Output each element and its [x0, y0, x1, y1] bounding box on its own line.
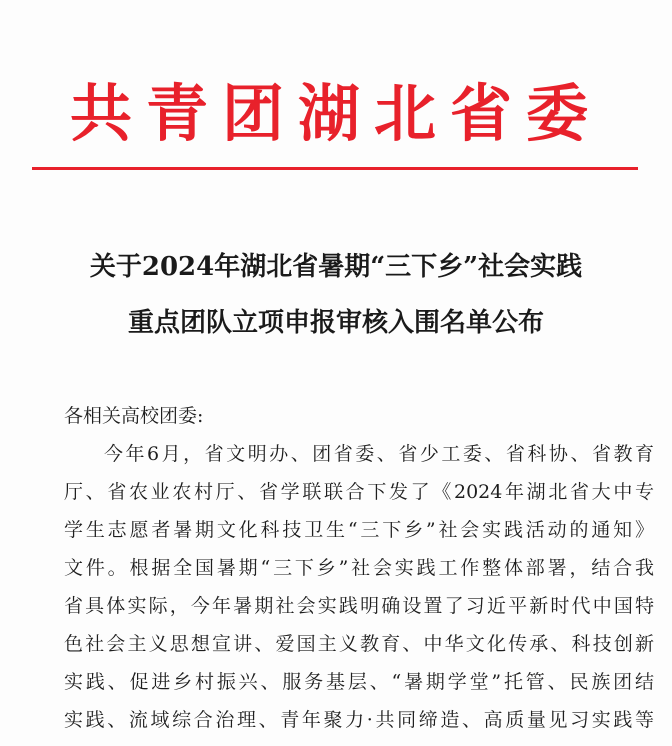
paragraph-line: 厅、省农业农村厅、省学联联合下发了《2024年湖北省大中专 — [64, 481, 654, 503]
paragraph-line: 文件。根据全国暑期“三下乡”社会实践工作整体部署，结合我 — [64, 557, 654, 579]
masthead-divider — [32, 167, 638, 170]
document-title-line-2: 重点团队立项申报审核入围名单公布 — [127, 308, 544, 338]
paragraph-line: 省具体实际，今年暑期社会实践明确设置了习近平新时代中国特 — [64, 595, 654, 617]
masthead-title: 共青团湖北省委 — [69, 77, 602, 150]
salutation: 各相关高校团委: — [64, 405, 204, 427]
paragraph-line: 学生志愿者暑期文化科技卫生“三下乡”社会实践活动的通知》 — [64, 519, 654, 541]
paragraph-line: 色社会主义思想宣讲、爱国主义教育、中华文化传承、科技创新 — [64, 633, 654, 655]
paragraph-line: 实践、促进乡村振兴、服务基层、“暑期学堂”托管、民族团结 — [64, 671, 654, 693]
paragraph-line: 实践、流域综合治理、青年聚力·共同缔造、高质量见习实践等 — [64, 709, 654, 731]
body-paragraph — [64, 435, 654, 739]
document-title-line-1: 关于2024年湖北省暑期“三下乡”社会实践 — [89, 252, 583, 282]
paragraph-line: 今年6月，省文明办、团省委、省少工委、省科协、省教育 — [104, 443, 654, 465]
